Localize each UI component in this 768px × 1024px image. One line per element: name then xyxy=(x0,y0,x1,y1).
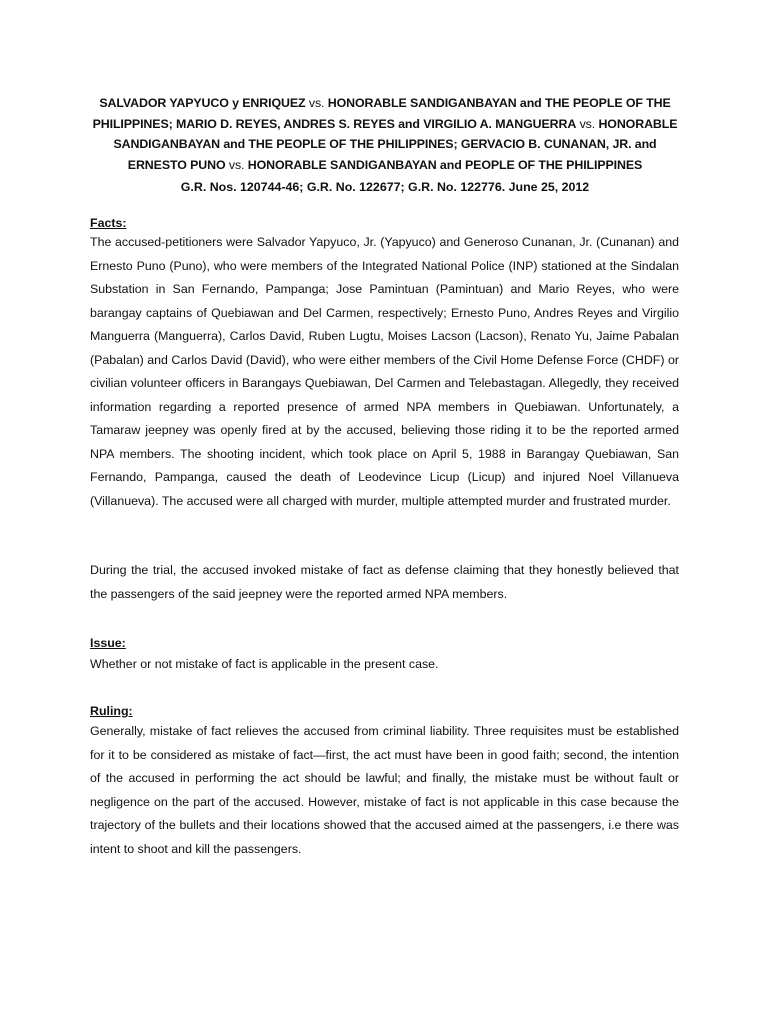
ruling-text: Generally, mistake of fact relieves the accused from criminal liability. Three requisites must be established for it to be considered as mistake of fact—first, the act must have been in good faith; second, the intention of the accused in performing the act should be lawful; and finally, the mistake must be without fault or negligence on the part of the accused. However, mistake of fact is not applicable in this case because the trajectory of the bullets and their locations showed that the accused aimed at the passengers, i.e there was intent to shoot and kill the passengers. xyxy=(90,724,679,856)
case-title-part-1: SALVADOR YAPYUCO y ENRIQUEZ xyxy=(99,96,306,110)
case-title-vs-1: vs. xyxy=(305,96,328,110)
case-title xyxy=(90,93,680,175)
case-citation: G.R. Nos. 120744-46; G.R. No. 122677; G.R. No. 122776. June 25, 2012 xyxy=(180,180,590,194)
case-title-part-3: HONORABLE SANDIGANBAYAN and THE PEOPLE OF THE PHILIPPINES; GERVACIO B. CUNANAN, JR. and ERNESTO PUNO xyxy=(113,116,678,172)
ruling-heading: Ruling: xyxy=(90,704,133,718)
issue-heading: Issue: xyxy=(90,636,126,650)
issue-text: Whether or not mistake of fact is applicable in the present case. xyxy=(90,657,439,671)
case-title-vs-3: vs. xyxy=(225,157,248,172)
facts-paragraph-1: The accused-petitioners were Salvador Yapyuco, Jr. (Yapyuco) and Generoso Cunanan, Jr. (Cunanan) and Ernesto Puno (Puno), who were members of the Integrated National Police (INP) stationed at the Sindalan Substation in San Fernando, Pampanga; Jose Pamintuan (Pamintuan) and Mario Reyes, who were barangay captains of Quebiawan and Del Carmen, respectively; Ernesto Puno, Andres Reyes and Virgilio Manguerra (Manguerra), Carlos David, Ruben Lugtu, Moises Lacson (Lacson), Renato Yu, Jaime Pabalan (Pabalan) and Carlos David (David), who were either members of the Civil Home Defense Force (CHDF) or civilian volunteer officers in Barangays Quebiawan, Del Carmen and Telebastagan. Allegedly, they received information regarding a reported presence of armed NPA members in Quebiawan. Unfortunately, a Tamaraw jeepney was openly fired at by the accused, believing those riding it to be the reported armed NPA members. The shooting incident, which took place on April 5, 1988 in Barangay Quebiawan, San Fernando, Pampanga, caused the death of Leodevince Licup (Licup) and injured Noel Villanueva (Villanueva). The accused were all charged with murder, multiple attempted murder and frustrated murder. xyxy=(90,235,679,508)
facts-heading: Facts: xyxy=(90,216,127,230)
case-title-vs-2: vs. xyxy=(576,116,599,131)
case-title-part-4: HONORABLE SANDIGANBAYAN and PEOPLE OF THE PHILIPPINES xyxy=(247,157,643,172)
facts-paragraph-2: During the trial, the accused invoked mistake of fact as defense claiming that they honestly believed that the passengers of the said jeepney were the reported armed NPA members. xyxy=(90,563,679,601)
case-title-part-2: HONORABLE SANDIGANBAYAN and THE PEOPLE OF THE PHILIPPINES; MARIO D. REYES, ANDRES S. REYES and VIRGILIO A. MANGUERRA xyxy=(92,96,671,131)
